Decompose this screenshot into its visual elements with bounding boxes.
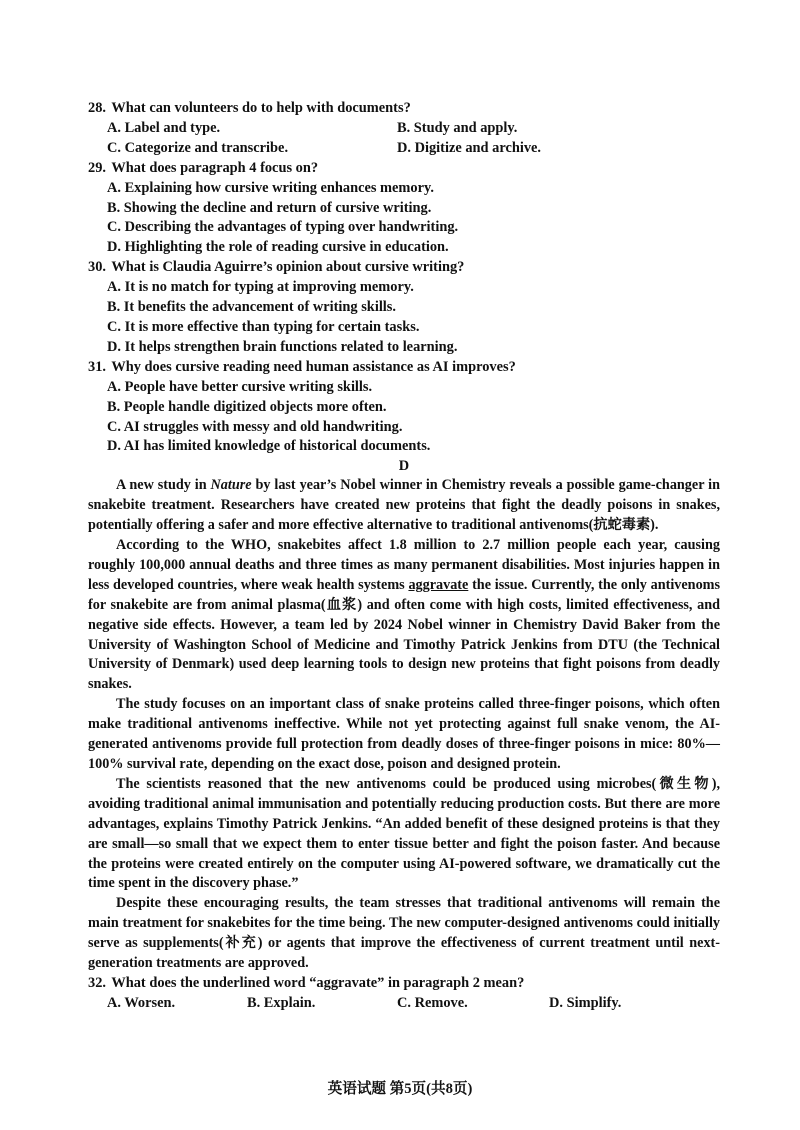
- question-text: Why does cursive reading need human assistance as AI improves?: [111, 358, 516, 375]
- question-32: [88, 974, 720, 1014]
- question-stem: [88, 974, 720, 994]
- question-number: 30.: [88, 259, 106, 276]
- option-c: C. Remove.: [397, 994, 468, 1011]
- option-c: C. Describing the advantages of typing over handwriting.: [107, 219, 459, 236]
- passage-paragraph-1: [88, 476, 720, 536]
- text-run: by last year’s Nobel winner in Chemistry reveals a possible game-changer in snakebite treatment. Researchers have created new proteins that fight the deadly poisons in snakes, potentially offering a safer and more effective alternative to traditional antivenoms(抗蛇毒素).: [88, 477, 720, 534]
- page-footer: 英语试题 第5页(共8页): [327, 1081, 473, 1097]
- option-d: D. Digitize and archive.: [397, 139, 542, 156]
- question-28: [88, 99, 720, 159]
- option-b: B. It benefits the advancement of writing skills.: [107, 299, 397, 316]
- question-29: [88, 159, 720, 259]
- text-run: A new study in: [116, 477, 211, 494]
- question-stem: [88, 99, 720, 119]
- option-a: A. Explaining how cursive writing enhances memory.: [107, 179, 434, 196]
- text-run: the issue. Currently, the only antivenoms for snakebite are from animal plasma(血浆) and often come with high costs, limited effectiveness, and negative side effects. However, a team led by 2024 Nobel winner in Chemistry David Baker from the University of Washington School of Medicine and Timothy Patrick Jenkins from DTU (the Technical University of Denmark) used deep learning tools to design new proteins that fight poisons from deadly snakes.: [88, 576, 720, 693]
- option-c: C. AI struggles with messy and old handwriting.: [107, 418, 403, 435]
- option-c: C. Categorize and transcribe.: [107, 139, 289, 156]
- question-number: 28.: [88, 100, 106, 116]
- options-grid: [88, 119, 720, 159]
- question-31: [88, 358, 720, 458]
- question-number: 32.: [88, 974, 106, 991]
- option-d: D. Highlighting the role of reading cursive in education.: [107, 239, 449, 256]
- option-d: D. It helps strengthen brain functions related to learning.: [107, 338, 458, 355]
- option-a: A. It is no match for typing at improving memory.: [107, 279, 414, 296]
- question-30: [88, 258, 720, 358]
- question-stem: [88, 358, 720, 378]
- question-stem: [88, 159, 720, 179]
- question-stem: [88, 258, 720, 278]
- question-number: 29.: [88, 159, 106, 176]
- underlined-word: aggravate: [408, 576, 469, 593]
- option-a: A. Label and type.: [107, 119, 221, 136]
- option-a: A. People have better cursive writing skills.: [107, 378, 373, 395]
- option-a: A. Worsen.: [107, 994, 176, 1011]
- option-b: B. People handle digitized objects more often.: [107, 398, 387, 415]
- question-text: What is Claudia Aguirre’s opinion about cursive writing?: [111, 259, 465, 276]
- passage-paragraph-3: The study focuses on an important class of snake proteins called three-finger poisons, which often make traditional antivenoms ineffective. While not yet protecting against full snake venom, the AI-generated antivenoms provide full protection from deadly doses of three-finger poisons in mice: 80%—100% survival rate, depending on the exact dose, poison and designed protein.: [88, 696, 720, 772]
- question-text: What does paragraph 4 focus on?: [111, 159, 319, 176]
- option-d: D. AI has limited knowledge of historical documents.: [107, 438, 431, 455]
- options-list: [88, 278, 720, 358]
- text-run: According to the WHO, snakebites affect 1.8 million to 2.7 million people each year, causing roughly 100,000 annual deaths and three times as many permanent disabilities. Most injuries happen in less developed countries, where weak health systems: [88, 537, 720, 593]
- options-list: [88, 378, 720, 458]
- option-b: B. Showing the decline and return of cursive writing.: [107, 199, 432, 216]
- options-list: [88, 179, 720, 259]
- section-heading: D: [398, 458, 410, 475]
- option-d: D. Simplify.: [549, 994, 622, 1011]
- passage-paragraph-2: [88, 536, 720, 695]
- option-b: B. Study and apply.: [397, 119, 518, 136]
- passage-paragraph-5: Despite these encouraging results, the team stresses that traditional antivenoms will remain the main treatment for snakebites for the time being. The new computer-designed antivenoms could initially serve as supplements(补充) or agents that improve the effectiveness of current treatment until next-generation treatments are approved.: [88, 895, 720, 972]
- option-c: C. It is more effective than typing for certain tasks.: [107, 318, 420, 335]
- options-row: [88, 994, 720, 1014]
- journal-name: Nature: [210, 477, 252, 494]
- question-text: What does the underlined word “aggravate” in paragraph 2 mean?: [111, 974, 525, 991]
- question-text: What can volunteers do to help with documents?: [111, 100, 411, 116]
- passage-paragraph-4: The scientists reasoned that the new antivenoms could be produced using microbes(微生物), avoiding traditional animal immunisation and potentially reducing production costs. But there are more advantages, explains Timothy Patrick Jenkins. “An added benefit of these designed proteins is that they are small—so small that we expect them to enter tissue better and fight the poison faster. And because the proteins were created entirely on the computer using AI-powered software, we dramatically cut the time spent in the discovery phase.”: [88, 775, 720, 892]
- question-number: 31.: [88, 358, 106, 375]
- option-b: B. Explain.: [247, 994, 316, 1011]
